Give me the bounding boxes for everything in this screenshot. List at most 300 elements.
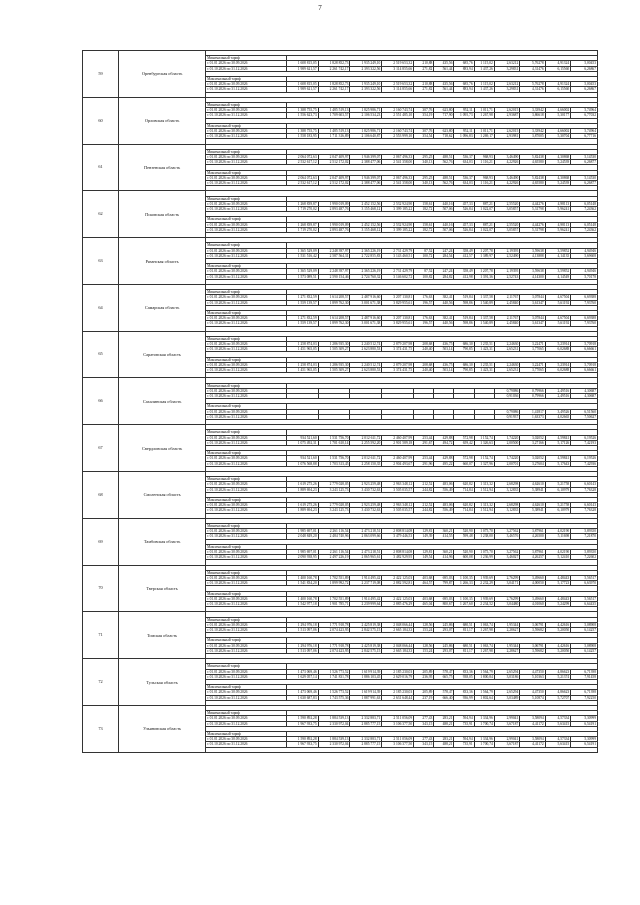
tariff-value: 0,79086 xyxy=(494,388,519,393)
period-label: с 01.10.2026 по 31.12.2026 xyxy=(206,87,287,92)
tariff-value: 2 064 072,63 xyxy=(286,154,318,159)
region-name: Псковская область xyxy=(119,191,206,238)
period-label: с 01.01.2026 по 30.09.2026 xyxy=(206,175,287,180)
tariff-value: 717,90 xyxy=(434,113,454,118)
tariff-value: 2 012 611,72 xyxy=(350,456,382,461)
tariff-value: 1 899 992,72 xyxy=(318,581,350,586)
tariff-value: 578,47 xyxy=(434,690,454,695)
tariff-value: 556,49 xyxy=(434,487,454,492)
period-label: с 01.01.2026 по 30.09.2026 xyxy=(206,716,287,721)
tariff-value: 714,84 xyxy=(454,487,474,492)
region-number: 62 xyxy=(83,191,119,238)
tariff-value: 2 532 617,12 xyxy=(286,180,318,185)
min-tariff-label: Минимальный тариф xyxy=(206,711,287,716)
tariff-value: 5,82438 xyxy=(520,175,545,180)
period-label: с 01.10.2026 по 31.12.2026 xyxy=(206,180,287,185)
period-label: с 01.10.2026 по 31.12.2026 xyxy=(206,508,287,513)
period-label: с 01.10.2026 по 31.12.2026 xyxy=(206,253,287,258)
tariff-value: 5,63415 xyxy=(545,721,570,726)
tariff-value: 6,26867 xyxy=(571,66,598,71)
tariff-value: 594,94 xyxy=(454,737,474,742)
max-tariff-label: Максимальный тариф xyxy=(206,404,287,409)
tariff-value: 3,61347 xyxy=(520,321,545,326)
tariff-value: 3 430 732,63 xyxy=(350,508,382,513)
tariff-value: 382,41 xyxy=(434,295,454,300)
tariff-value: 5,82438 xyxy=(520,154,545,159)
tariff-value: 1 075,70 xyxy=(474,550,494,555)
tariff-value: 2 731 429,79 xyxy=(382,269,414,274)
tariff-value: 436,75 xyxy=(434,342,454,347)
region-name: Свердловская область xyxy=(119,425,206,472)
tariff-value: 412,57 xyxy=(454,253,474,258)
tariff-value: 1 619 914,39 xyxy=(350,669,382,674)
tariff-value: 2,28627 xyxy=(494,648,519,653)
tariff-value: 556,49 xyxy=(434,508,454,513)
tariff-value: 686,30 xyxy=(454,342,474,347)
tariff-value: 1 115,02 xyxy=(474,61,494,66)
tariff-value: 128,56 xyxy=(414,643,434,648)
tariff-value: 2,62015 xyxy=(494,108,519,113)
tariff-value: 1 267,60 xyxy=(454,601,474,606)
max-tariff-label: Максимальный тариф xyxy=(206,264,287,269)
tariff-value: 307,76 xyxy=(414,128,434,133)
tariff-value: 2 893 487,76 xyxy=(318,206,350,211)
tariff-value: 4,41172 xyxy=(520,742,545,747)
tariff-value: 283,21 xyxy=(434,737,454,742)
tariff-value: 1 267,98 xyxy=(474,627,494,632)
period-label: с 01.10.2026 по 31.12.2026 xyxy=(206,134,287,139)
tariff-value: 2 388 477,06 xyxy=(350,180,382,185)
tariff-value: 1 152,74 xyxy=(474,456,494,461)
tariff-value: 3,58094 xyxy=(520,737,545,742)
tariff-value: 128,56 xyxy=(414,622,434,627)
tariff-value: 295,25 xyxy=(414,175,434,180)
tariff-value: 3 399 185,22 xyxy=(382,206,414,211)
tariff-value: 3,27562 xyxy=(494,550,519,555)
tariff-value: 196,57 xyxy=(414,321,434,326)
period-label: с 01.01.2026 по 30.09.2026 xyxy=(206,108,287,113)
tariff-value: 680,51 xyxy=(454,643,474,648)
tariff-value: 1 365 529,09 xyxy=(286,248,318,253)
tariff-value: 1 629 057,14 xyxy=(286,674,318,679)
tariff-value: 1 389,97 xyxy=(474,253,494,258)
tariff-value: 519,84 xyxy=(454,295,474,300)
tariff-value: 2 532 617,12 xyxy=(286,160,318,165)
tariff-value: 2 865 965,61 xyxy=(350,555,382,560)
period-label: с 01.01.2026 по 30.09.2026 xyxy=(206,435,287,440)
tariff-value: 440,16 xyxy=(434,222,454,227)
tariff-value: 1 437,26 xyxy=(474,66,494,71)
tariff-value: 2,45840 xyxy=(494,300,519,305)
max-tariff-label: Максимальный тариф xyxy=(206,310,287,315)
period-label: с 01.01.2026 по 30.09.2026 xyxy=(206,82,287,87)
tariff-value: 2 731 429,79 xyxy=(382,248,414,253)
period-label: с 01.10.2026 по 31.12.2026 xyxy=(206,66,287,71)
period-label: с 01.01.2026 по 30.09.2026 xyxy=(206,456,287,461)
tariff-value: 1 702 551,89 xyxy=(318,596,350,601)
tariff-value: 360,21 xyxy=(434,550,454,555)
tariff-value: 952,11 xyxy=(454,128,474,133)
tariff-value: 2,00500 xyxy=(494,440,519,445)
tariff-value: 2 388 477,06 xyxy=(350,160,382,165)
tariff-value: 5,10874 xyxy=(520,695,545,700)
tariff-value: 358,49 xyxy=(454,248,474,253)
tariff-value: 1 473 069,46 xyxy=(286,669,318,674)
tariff-value: 3 829 955,61 xyxy=(382,321,414,326)
tariff-value: 507,06 xyxy=(434,206,454,211)
tariff-value: 2 923 259,48 xyxy=(350,482,382,487)
tariff-value: 2 258 150,35 xyxy=(350,461,382,466)
tariff-value: 293,07 xyxy=(434,627,454,632)
tariff-value: 2 885 777,15 xyxy=(350,721,382,726)
tariff-value: 5,00453 xyxy=(571,82,598,87)
tariff-value: 6,26877 xyxy=(571,160,598,165)
tariff-value: 2,24630 xyxy=(494,342,519,347)
tariff-value: 572,98 xyxy=(454,456,474,461)
tariff-value: 695,03 xyxy=(434,575,454,580)
tariff-value: 685,76 xyxy=(454,82,474,87)
tariff-value: 2 067 496,33 xyxy=(382,154,414,159)
tariff-value: 623,80 xyxy=(434,128,454,133)
tariff-value: 1 451 965,05 xyxy=(286,368,318,373)
region-number: 72 xyxy=(83,659,119,706)
max-tariff-label: Максимальный тариф xyxy=(206,685,287,690)
tariff-value: 1 152,74 xyxy=(474,435,494,440)
tariff-value: 1 935 249,10 xyxy=(350,61,382,66)
tariff-value: 5,76278 xyxy=(520,82,545,87)
tariff-value: 2,99041 xyxy=(494,737,519,742)
tariff-value: 5,17126 xyxy=(545,440,570,445)
tariff-value: 414,55 xyxy=(434,534,454,539)
region-number: 63 xyxy=(83,238,119,285)
tariff-value: 2 808 814,08 xyxy=(382,550,414,555)
tariff-value: 811,17 xyxy=(454,648,474,653)
tariff-value: 1 271 832,59 xyxy=(286,295,318,300)
tariff-value: 3,46027 xyxy=(494,555,519,560)
tariff-value: 5,14530 xyxy=(571,154,598,159)
tariff-value: 1 313,32 xyxy=(474,482,494,487)
tariff-value: 2 452 152,56 xyxy=(350,222,382,227)
period-label: с 01.01.2026 по 30.09.2026 xyxy=(206,575,287,580)
tariff-value: 2 064 072,63 xyxy=(286,175,318,180)
tariff-value: 277,43 xyxy=(414,737,434,742)
tariff-value: 3 001 671,38 xyxy=(350,321,382,326)
tariff-value: 2 332 883,71 xyxy=(350,716,382,721)
tariff-value: 620,82 xyxy=(454,503,474,508)
tariff-value: 2 422 125,03 xyxy=(382,575,414,580)
tariff-value: 599,48 xyxy=(454,534,474,539)
tariff-value: 2 923 259,48 xyxy=(350,503,382,508)
tariff-value: 7,24362 xyxy=(571,206,598,211)
tariff-value: 2 901 589,18 xyxy=(382,440,414,445)
tariff-value: 5,70918 xyxy=(571,362,598,367)
tariff-value: 634,03 xyxy=(454,160,474,165)
tariff-value: 0,79086 xyxy=(494,409,519,414)
tariff-value: 2,62015 xyxy=(494,128,519,133)
tariff-value: 284,82 xyxy=(434,274,454,279)
tariff-value: 620,82 xyxy=(454,482,474,487)
max-tariff-label: Максимальный тариф xyxy=(206,638,287,643)
tariff-value: 887,21 xyxy=(474,222,494,227)
tariff-value: 5,61192 xyxy=(545,300,570,305)
tariff-value: 3,87005 xyxy=(520,134,545,139)
tariff-value: 2 532 924,90 xyxy=(382,201,414,206)
tariff-value: 3 114 855,66 xyxy=(382,87,414,92)
period-label: с 01.01.2026 по 30.09.2026 xyxy=(206,669,287,674)
tariff-value: 2 779 028,05 xyxy=(318,482,350,487)
tariff-value: 3 143 460,51 xyxy=(382,253,414,258)
tariff-value: 2 590 154,46 xyxy=(318,274,350,279)
tariff-value: 5,38941 xyxy=(520,487,545,492)
tariff-value: 3,59682 xyxy=(520,627,545,632)
tariff-value: 2,28627 xyxy=(494,627,519,632)
tariff-value: 1 063,74 xyxy=(474,643,494,648)
tariff-value: 440,56 xyxy=(434,321,454,326)
region-number: 59 xyxy=(83,51,119,98)
tariff-value: 572,98 xyxy=(454,435,474,440)
tariff-value: 4,94946 xyxy=(571,248,598,253)
tariff-value: 2 724 760,32 xyxy=(350,274,382,279)
period-label: с 01.10.2026 по 31.12.2026 xyxy=(206,347,287,352)
tariff-value: 3,05857 xyxy=(494,206,519,211)
period-label: с 01.01.2026 по 30.09.2026 xyxy=(206,482,287,487)
tariff-value: 718,62 xyxy=(434,134,454,139)
tariff-value: 6,10979 xyxy=(545,487,570,492)
max-tariff-label: Максимальный тариф xyxy=(206,76,287,81)
tariff-value: 3,02052 xyxy=(520,456,545,461)
min-tariff-label: Минимальный тариф xyxy=(206,664,287,669)
tariff-value: 968,93 xyxy=(474,175,494,180)
min-tariff-label: Минимальный тариф xyxy=(206,149,287,154)
tariff-value: 1 946 399,07 xyxy=(350,154,382,159)
tariff-value: 1,63373 xyxy=(520,414,545,419)
tariff-value: 205,89 xyxy=(414,669,434,674)
tariff-value: 2 963 348,12 xyxy=(382,503,414,508)
tariff-value: 176,63 xyxy=(414,295,434,300)
tariff-value: 1 473 069,46 xyxy=(286,690,318,695)
tariff-value: 3 155 468,12 xyxy=(350,227,382,232)
tariff-value: 536,37 xyxy=(454,154,474,159)
tariff-value: 295,25 xyxy=(414,154,434,159)
tariff-value: 2 160 743,74 xyxy=(382,108,414,113)
min-tariff-label: Минимальный тариф xyxy=(206,336,287,341)
tariff-value: 354,54 xyxy=(414,134,434,139)
tariff-value: 6,51560 xyxy=(571,409,598,414)
tariff-value: 3 106 377,50 xyxy=(382,721,414,726)
tariff-value: 3,05857 xyxy=(494,227,519,232)
period-label: с 01.01.2026 по 30.09.2026 xyxy=(206,503,287,508)
period-label: с 01.10.2026 по 31.12.2026 xyxy=(206,113,287,118)
tariff-value: 6,71398 xyxy=(571,669,598,674)
tariff-value: 5,21758 xyxy=(545,482,570,487)
tariff-value: 2 422 125,03 xyxy=(382,596,414,601)
tariff-value: 4,22926 xyxy=(494,180,519,185)
tariff-value: 2,24630 xyxy=(494,362,519,367)
tariff-value: 2,11767 xyxy=(494,295,519,300)
tariff-value: 0,79966 xyxy=(520,388,545,393)
tariff-value: 3,27166 xyxy=(520,440,545,445)
tariff-value: 536,37 xyxy=(454,175,474,180)
min-tariff-label: Минимальный тариф xyxy=(206,56,287,61)
tariff-value: 4,66002 xyxy=(545,128,570,133)
tariff-value: 1 700,74 xyxy=(474,742,494,747)
tariff-value: 5,69608 xyxy=(571,253,598,258)
tariff-value: 3,04171 xyxy=(494,581,519,586)
tariff-value: 3,06791 xyxy=(520,643,545,648)
tariff-value: 3,27604 xyxy=(520,461,545,466)
tariff-value: 4,30868 xyxy=(545,175,570,180)
tariff-value: 1 022,07 xyxy=(474,227,494,232)
max-tariff-label: Максимальный тариф xyxy=(206,731,287,736)
tariff-value: 483,06 xyxy=(434,482,454,487)
tariff-value: 3,46490 xyxy=(494,154,519,159)
tariff-value: 799,87 xyxy=(434,581,454,586)
tariff-value: 196,57 xyxy=(414,300,434,305)
tariff-value: 1 365 529,09 xyxy=(286,269,318,274)
tariff-value: 1 268 839,87 xyxy=(286,222,318,227)
tariff-value: 3,58094 xyxy=(520,716,545,721)
region-number: 66 xyxy=(83,378,119,425)
region-name: Орловская область xyxy=(119,97,206,144)
tariff-value: 354,19 xyxy=(414,113,434,118)
min-tariff-label: Минимальный тариф xyxy=(206,290,287,295)
tariff-value: 4,26257 xyxy=(520,555,545,560)
region-name: Ульяновская область xyxy=(119,705,206,752)
tariff-value: 4,44276 xyxy=(520,222,545,227)
tariff-value: 5,30177 xyxy=(545,113,570,118)
tariff-value: 2 885 777,15 xyxy=(350,742,382,747)
tariff-value: 7,42193 xyxy=(571,440,598,445)
tariff-value: 4,14549 xyxy=(545,274,570,279)
tariff-value: 936,99 xyxy=(454,695,474,700)
tariff-value: 2,00701 xyxy=(494,461,519,466)
tariff-value: 3,29831 xyxy=(494,87,519,92)
period-label: с 01.01.2026 по 30.09.2026 xyxy=(206,128,287,133)
tariff-value: 3,03489 xyxy=(494,695,519,700)
tariff-value: 2,52490 xyxy=(494,253,519,258)
tariff-value: 1 985 697,01 xyxy=(286,550,318,555)
tariff-value: 2 232,29 xyxy=(474,581,494,586)
tariff-value: 1 512,94 xyxy=(474,487,494,492)
period-label: с 01.01.2026 по 30.09.2026 xyxy=(206,388,287,393)
tariff-value: 2 012 611,72 xyxy=(350,435,382,440)
tariff-value: 7,22602 xyxy=(571,555,598,560)
period-label: с 01.01.2026 по 30.09.2026 xyxy=(206,295,287,300)
tariff-value: 685,76 xyxy=(454,61,474,66)
tariff-value: 578,47 xyxy=(434,669,454,674)
tariff-value: 3 430 732,63 xyxy=(350,487,382,492)
max-tariff-label: Максимальный тариф xyxy=(206,591,287,596)
region-name: Саратовская область xyxy=(119,331,206,378)
tariff-value: 6,64435 xyxy=(571,601,598,606)
tariff-value: 382,41 xyxy=(434,316,454,321)
tariff-value: 6,54191 xyxy=(571,742,598,747)
tariff-value: 1 771 918,78 xyxy=(318,622,350,627)
tariff-value: 1 939,69 xyxy=(474,596,494,601)
tariff-value: 5,70178 xyxy=(571,274,598,279)
tariff-value: 2 365 226,19 xyxy=(350,248,382,253)
tariff-value: 520,90 xyxy=(454,550,474,555)
tariff-value: 237,19 xyxy=(414,695,434,700)
tariff-value: 2,93687 xyxy=(494,113,519,118)
tariff-value: 291,67 xyxy=(414,440,434,445)
tariff-value: 714,84 xyxy=(454,508,474,513)
region-name: Оренбургская область xyxy=(119,51,206,98)
tariff-value: 414,96 xyxy=(434,555,454,560)
tariff-value: 1 238,00 xyxy=(474,534,494,539)
tariff-value: 1,95344 xyxy=(494,643,519,648)
tariff-value: 5,89350 xyxy=(571,550,598,555)
tariff-value: 1,95344 xyxy=(494,622,519,627)
tariff-value: 1 743 575,36 xyxy=(318,695,350,700)
tariff-value: 1 558 183,95 xyxy=(286,134,318,139)
tariff-value: 271,82 xyxy=(414,66,434,71)
tariff-value: 600,08 xyxy=(454,555,474,560)
tariff-value: 3,59638 xyxy=(520,248,545,253)
region-number: 70 xyxy=(83,565,119,612)
tariff-value: 6,77032 xyxy=(571,113,598,118)
tariff-value: 440,56 xyxy=(434,300,454,305)
tariff-value: 561,44 xyxy=(434,87,454,92)
tariff-value: 205,89 xyxy=(414,690,434,695)
tariff-value: 2 365 226,19 xyxy=(350,269,382,274)
tariff-value: 2,65231 xyxy=(494,368,519,373)
tariff-value: 1 011,71 xyxy=(474,108,494,113)
tariff-value: 3,12835 xyxy=(494,487,519,492)
tariff-value: 208,68 xyxy=(414,342,434,347)
tariff-value: 6,66661 xyxy=(571,347,598,352)
tariff-value: 562,76 xyxy=(434,160,454,165)
tariff-value: 3,07844 xyxy=(520,316,545,321)
tariff-value: 2 074 423,95 xyxy=(318,648,350,653)
tariff-value: 464,57 xyxy=(414,581,434,586)
tariff-value: 7,93760 xyxy=(571,321,598,326)
tariff-value: 4,14300 xyxy=(520,274,545,279)
tariff-value: 2 487 916,60 xyxy=(350,295,382,300)
tariff-value: 1 884 539,13 xyxy=(318,737,350,742)
tariff-value: 1 800,84 xyxy=(474,674,494,679)
tariff-value: 4,62610 xyxy=(520,503,545,508)
tariff-value: 4,62610 xyxy=(520,482,545,487)
period-label: с 01.10.2026 по 31.12.2026 xyxy=(206,742,287,747)
tariff-value: 680,51 xyxy=(454,622,474,627)
tariff-value: 1 802,64 xyxy=(474,695,494,700)
region-number: 61 xyxy=(83,144,119,191)
min-tariff-label: Минимальный тариф xyxy=(206,196,287,201)
tariff-value: 2,45840 xyxy=(494,321,519,326)
tariff-value: 5,76278 xyxy=(520,61,545,66)
tariff-value: 494,72 xyxy=(434,440,454,445)
tariff-value: 6,05148 xyxy=(571,201,598,206)
tariff-value: 2 393 322,56 xyxy=(350,66,382,71)
tariff-value: 1 294 976,18 xyxy=(286,643,318,648)
tariff-value: 1 559 139,57 xyxy=(286,321,318,326)
tariff-value: 6,66661 xyxy=(571,368,598,373)
tariff-value: 7,76328 xyxy=(571,508,598,513)
tariff-value: 293,07 xyxy=(434,648,454,653)
tariff-value: 5,74964 xyxy=(571,108,598,113)
tariff-value: 153,24 xyxy=(414,648,434,653)
period-label: с 01.10.2026 по 31.12.2026 xyxy=(206,648,287,653)
tariff-value: 1 207,78 xyxy=(474,269,494,274)
tariff-value: 2 512 172,02 xyxy=(318,160,350,165)
tariff-value: 519,84 xyxy=(454,316,474,321)
tariff-value: 6,15560 xyxy=(545,87,570,92)
tariff-value: 2 460 407,99 xyxy=(382,456,414,461)
tariff-value: 1 337,58 xyxy=(474,316,494,321)
region-number: 71 xyxy=(83,612,119,659)
tariff-value: 1 100,35 xyxy=(454,575,474,580)
